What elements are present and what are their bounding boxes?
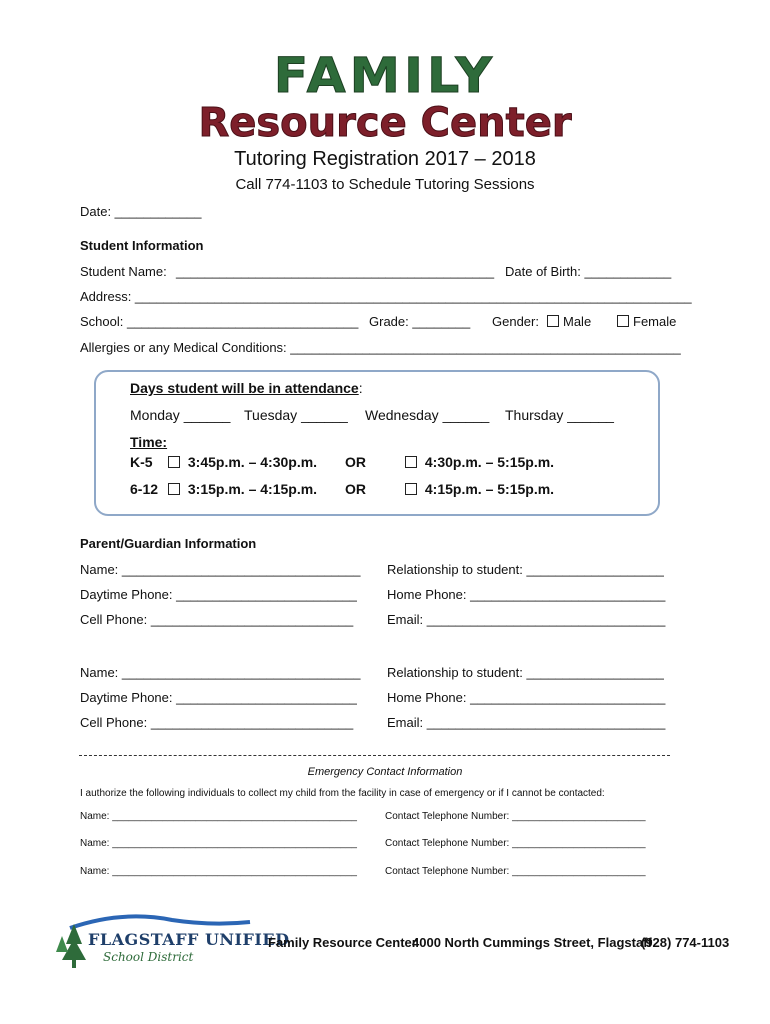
section-divider xyxy=(79,755,670,756)
district-subtitle: School District xyxy=(103,950,194,964)
612-slot2-option[interactable] xyxy=(405,481,554,497)
612-slot1-option[interactable] xyxy=(168,481,317,497)
guardian1-relationship-field[interactable]: Relationship to student: ___________________ xyxy=(387,562,664,577)
612-slot2-label: 4:15p.m. – 5:15p.m. xyxy=(424,481,555,497)
guardian2-cell-phone-field[interactable]: Cell Phone: ____________________________ xyxy=(80,715,354,730)
female-label: Female xyxy=(633,314,677,329)
logo-family-text: FAMILY xyxy=(273,48,497,104)
student-name-label: Student Name: xyxy=(80,264,167,279)
date-of-birth-field[interactable]: Date of Birth: ____________ xyxy=(505,264,672,279)
k5-or-label: OR xyxy=(345,454,366,470)
tuesday-field[interactable]: Tuesday ______ xyxy=(244,407,348,423)
guardian2-relationship-field[interactable]: Relationship to student: ___________________ xyxy=(387,665,664,680)
page-subtitle: Call 774-1103 to Schedule Tutoring Sessions xyxy=(235,176,535,193)
student-name-field[interactable]: ____________________________________________ xyxy=(176,264,495,279)
emergency1-name-field[interactable]: Name: ____________________________________________ xyxy=(80,811,357,822)
district-name: FLAGSTAFF UNIFIED xyxy=(88,930,290,949)
guardian1-daytime-phone-field[interactable]: Daytime Phone: _________________________ xyxy=(80,587,357,602)
monday-field[interactable]: Monday ______ xyxy=(130,407,231,423)
attendance-heading-colon: : xyxy=(358,380,363,396)
emergency1-phone-field[interactable]: Contact Telephone Number: ________________________ xyxy=(385,811,646,822)
school-field[interactable]: School: ________________________________ xyxy=(80,314,359,329)
allergies-field[interactable]: Allergies or any Medical Conditions: ______________________________________________________ xyxy=(80,340,681,355)
k5-slot1-option[interactable] xyxy=(168,454,317,470)
k5-slot2-checkbox[interactable] xyxy=(405,456,417,468)
grade-k5-label: K-5 xyxy=(130,454,153,470)
guardian2-home-phone-field[interactable]: Home Phone: ___________________________ xyxy=(387,690,666,705)
attendance-heading xyxy=(130,380,363,396)
k5-slot1-checkbox[interactable] xyxy=(168,456,180,468)
emergency2-name-field[interactable]: Name: ____________________________________________ xyxy=(80,838,357,849)
guardian1-email-field[interactable]: Email: _________________________________ xyxy=(387,612,666,627)
grade-field[interactable]: Grade: ________ xyxy=(369,314,471,329)
612-slot2-checkbox[interactable] xyxy=(405,483,417,495)
time-label: Time: xyxy=(130,434,168,450)
guardian-info-heading: Parent/Guardian Information xyxy=(80,536,257,551)
guardian2-email-field[interactable]: Email: _________________________________ xyxy=(387,715,666,730)
emergency-heading: Emergency Contact Information xyxy=(307,766,463,778)
612-or-label: OR xyxy=(345,481,366,497)
footer-address: 4000 North Cummings Street, Flagstaff xyxy=(412,935,652,950)
gender-female-option[interactable] xyxy=(617,314,676,329)
612-slot1-label: 3:15p.m. – 4:15p.m. xyxy=(187,481,318,497)
grade-612-label: 6-12 xyxy=(130,481,159,497)
male-label: Male xyxy=(563,314,592,329)
female-checkbox[interactable] xyxy=(617,315,629,327)
emergency3-name-field[interactable]: Name: ____________________________________________ xyxy=(80,866,357,877)
k5-slot2-label: 4:30p.m. – 5:15p.m. xyxy=(424,454,555,470)
guardian2-daytime-phone-field[interactable]: Daytime Phone: _________________________ xyxy=(80,690,357,705)
guardian2-name-field[interactable]: Name: _________________________________ xyxy=(80,665,361,680)
thursday-field[interactable]: Thursday ______ xyxy=(505,407,614,423)
guardian1-cell-phone-field[interactable]: Cell Phone: ____________________________ xyxy=(80,612,354,627)
logo-resource-center-text: Resource Center xyxy=(198,100,572,146)
guardian1-name-field[interactable]: Name: _________________________________ xyxy=(80,562,361,577)
guardian1-home-phone-field[interactable]: Home Phone: ___________________________ xyxy=(387,587,666,602)
emergency-authorize-text: I authorize the following individuals to collect my child from the facility in case of emergency or if I cannot be contacted: xyxy=(80,788,605,799)
footer-phone: (928) 774-1103 xyxy=(641,935,730,950)
male-checkbox[interactable] xyxy=(547,315,559,327)
footer-center-name: Family Resource Center xyxy=(268,935,417,950)
address-field[interactable]: Address: _____________________________________________________________________________ xyxy=(80,289,692,304)
attendance-heading-text: Days student will be in attendance xyxy=(130,380,359,396)
gender-male-option[interactable] xyxy=(547,314,591,329)
k5-slot1-label: 3:45p.m. – 4:30p.m. xyxy=(187,454,318,470)
student-info-heading: Student Information xyxy=(80,238,204,253)
gender-label: Gender: xyxy=(492,314,539,329)
emergency2-phone-field[interactable]: Contact Telephone Number: ________________________ xyxy=(385,838,646,849)
page-title: Tutoring Registration 2017 – 2018 xyxy=(234,148,536,170)
date-field[interactable]: Date: ____________ xyxy=(80,204,202,219)
612-slot1-checkbox[interactable] xyxy=(168,483,180,495)
k5-slot2-option[interactable] xyxy=(405,454,554,470)
wednesday-field[interactable]: Wednesday ______ xyxy=(365,407,490,423)
emergency3-phone-field[interactable]: Contact Telephone Number: ________________________ xyxy=(385,866,646,877)
